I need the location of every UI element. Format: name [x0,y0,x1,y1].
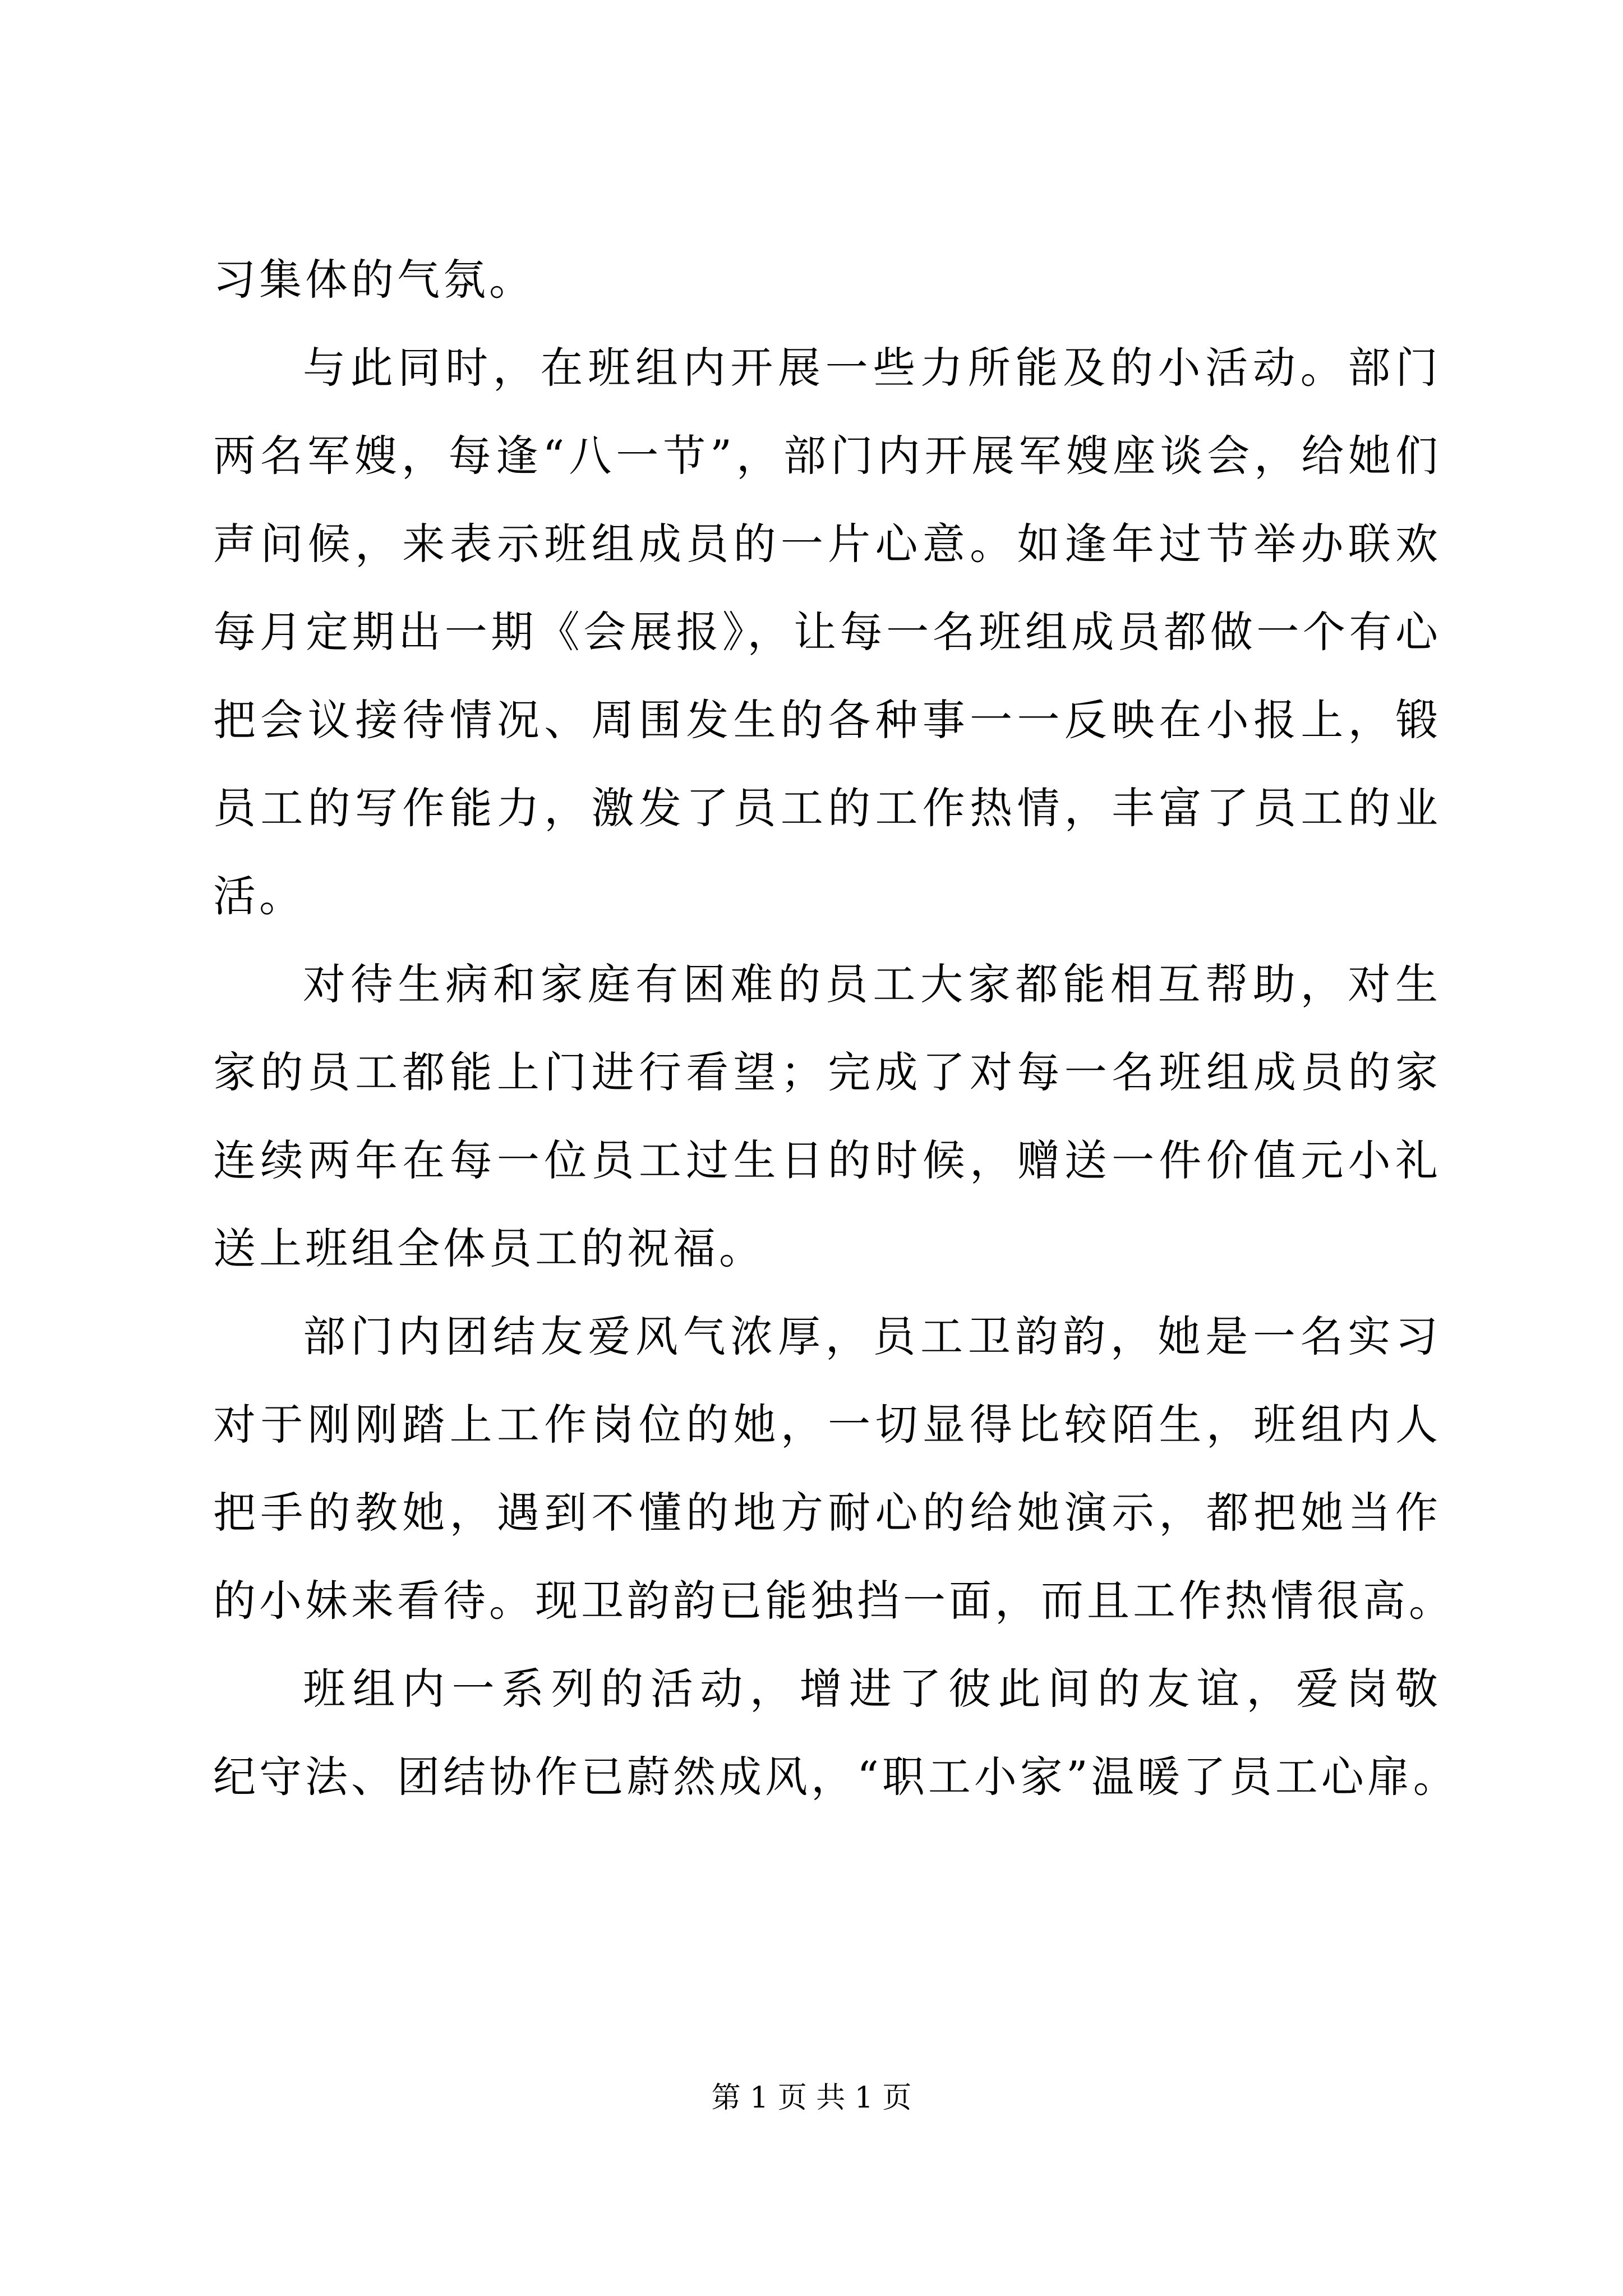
text-line: 班组内一系列的活动，增进了彼此间的友谊，爱岗敬 [303,1664,1441,1714]
text-line: 纪守法、团结协作已蔚然成风，“职工小家”温暖了员工心扉。 [213,1752,1459,1802]
text-line: 对待生病和家庭有困难的员工大家都能相互帮助，对生 [303,959,1441,1009]
text-line: 家的员工都能上门进行看望；完成了对每一名班组成员的家 [213,1047,1441,1097]
text-line: 声问候，来表示班组成员的一片心意。如逢年过节举办联欢 [213,519,1441,569]
text-line: 连续两年在每一位员工过生日的时候，赠送一件价值元小礼 [213,1135,1441,1185]
text-line: 把手的教她，遇到不懂的地方耐心的给她演示，都把她当作 [213,1488,1441,1538]
text-line: 送上班组全体员工的祝福。 [213,1223,765,1273]
text-line: 每月定期出一期《会展报》，让每一名班组成员都做一个有心 [213,607,1441,657]
page-number-label: 第 1 页 共 1 页 [711,2081,912,2115]
text-line: 活。 [213,871,305,921]
text-line: 把会议接待情况、周围发生的各种事一一反映在小报上，锻 [213,695,1441,745]
page-footer [0,2076,1623,2120]
text-line: 部门内团结友爱风气浓厚，员工卫韵韵，她是一名实习 [303,1312,1441,1361]
text-line: 的小妹来看待。现卫韵韵已能独挡一面，而且工作热情很高。 [213,1576,1455,1626]
document-body [213,236,1459,1821]
text-line: 与此同时，在班组内开展一些力所能及的小活动。部门 [303,343,1441,393]
text-line: 两名军嫂，每逢“八一节”，部门内开展军嫂座谈会，给她们 [213,431,1441,481]
text-line: 习集体的气氛。 [213,255,535,305]
text-line: 员工的写作能力，激发了员工的工作热情，丰富了员工的业 [213,783,1441,833]
text-line: 对于刚刚踏上工作岗位的她，一切显得比较陌生，班组内人 [213,1400,1441,1450]
